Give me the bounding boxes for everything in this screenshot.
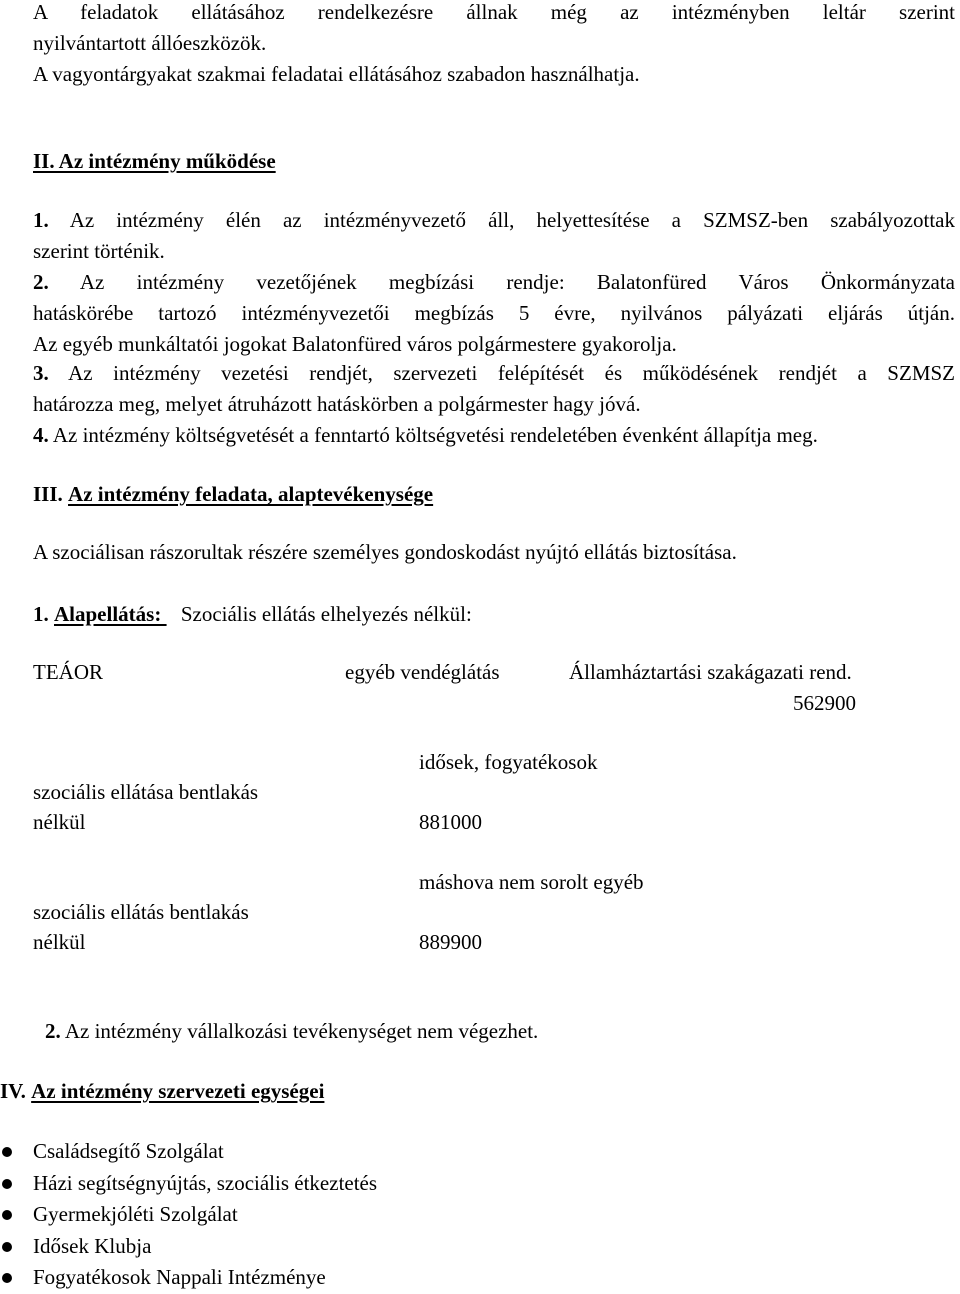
section-2-item-3 bbox=[33, 358, 955, 420]
section-4-heading bbox=[0, 1076, 324, 1107]
section-4-title: Az intézmény szervezeti egységei bbox=[31, 1079, 325, 1103]
intro-line-1: A feladatok ellátásához rendelkezésre állnak még az intézményben leltár szerint bbox=[33, 0, 955, 24]
item-3-number: 3. bbox=[33, 361, 49, 385]
row-2-desc: máshova nem sorolt egyéb bbox=[419, 870, 644, 894]
egyeb-vendeglatas: egyéb vendéglátás bbox=[345, 660, 500, 684]
item-1-number: 1. bbox=[33, 208, 49, 232]
item-1-line-2: szerint történik. bbox=[33, 239, 165, 263]
bullet-icon bbox=[2, 1242, 12, 1252]
item-2-line-2: hatáskörébe tartozó intézményvezetői megbízás 5 évre, nyilvános pályázati eljárás útján. bbox=[33, 301, 955, 325]
section-3-title: Az intézmény feladata, alaptevékenysége bbox=[68, 482, 434, 506]
sub-1-label: Alapellátás: bbox=[54, 602, 167, 626]
bullet-icon bbox=[2, 1179, 12, 1189]
section-4-roman: IV. bbox=[0, 1079, 26, 1103]
list-item bbox=[0, 1168, 377, 1200]
item-4-line-1: Az intézmény költségvetését a fenntartó költségvetési rendeletében évenként állapítja meg. bbox=[52, 423, 818, 447]
row-2-left-1: szociális ellátás bentlakás bbox=[33, 900, 249, 924]
section-3-sub-2 bbox=[45, 1016, 538, 1047]
section-2-item-2 bbox=[33, 267, 955, 360]
bullet-icon bbox=[2, 1147, 12, 1157]
units-list bbox=[0, 1136, 377, 1294]
intro-paragraph bbox=[33, 0, 955, 90]
allamhaztartasi-code: 562900 bbox=[793, 691, 856, 715]
unit-label: Idősek Klubja bbox=[33, 1233, 152, 1258]
section-3-heading bbox=[33, 479, 433, 510]
unit-label: Házi segítségnyújtás, szociális étkeztetés bbox=[33, 1170, 378, 1195]
sub-2-number: 2. bbox=[45, 1019, 61, 1043]
section-3-sub-1 bbox=[33, 599, 472, 630]
row-1-code: 881000 bbox=[419, 810, 482, 834]
row-1-left-2: nélkül bbox=[33, 810, 86, 834]
section-2-item-1 bbox=[33, 205, 955, 267]
list-item bbox=[0, 1199, 377, 1231]
section-3-summary: A szociálisan rászorultak részére személyes gondoskodást nyújtó ellátás biztosítása. bbox=[33, 540, 737, 564]
intro-line-2: nyilvántartott állóeszközök. bbox=[33, 31, 267, 55]
list-item bbox=[0, 1136, 377, 1168]
section-3-roman: III. bbox=[33, 482, 63, 506]
unit-label: Fogyatékosok Nappali Intézménye bbox=[33, 1265, 326, 1289]
allamhaztartasi-label: Államháztartási szakágazati rend. bbox=[569, 660, 852, 684]
bullet-icon bbox=[2, 1273, 12, 1283]
list-item bbox=[0, 1231, 377, 1263]
row-1-desc: idősek, fogyatékosok bbox=[419, 750, 598, 774]
row-2-left-2: nélkül bbox=[33, 930, 86, 954]
sub-2-text: Az intézmény vállalkozási tevékenységet nem végezhet. bbox=[64, 1019, 539, 1043]
item-3-line-2: határozza meg, melyet átruházott hatáskörben a polgármester hagy jóvá. bbox=[33, 392, 641, 416]
item-1-line-1: Az intézmény élén az intézményvezető áll, helyettesítése a SZMSZ-ben szabályozottak bbox=[69, 208, 955, 232]
item-2-line-3: Az egyéb munkáltatói jogokat Balatonfüred város polgármestere gyakorolja. bbox=[33, 332, 677, 356]
section-2-heading bbox=[33, 146, 276, 177]
row-2-code: 889900 bbox=[419, 930, 482, 954]
unit-label: Gyermekjóléti Szolgálat bbox=[33, 1202, 238, 1226]
row-1-left-1: szociális ellátása bentlakás bbox=[33, 780, 259, 804]
sub-1-text: Szociális ellátás elhelyezés nélkül: bbox=[180, 602, 472, 626]
unit-label: Családsegítő Szolgálat bbox=[33, 1139, 224, 1163]
item-2-line-1: Az intézmény vezetőjének megbízási rendje: Balatonfüred Város Önkormányzata bbox=[79, 270, 955, 294]
section-2-heading-text: II. Az intézmény működése bbox=[33, 149, 276, 173]
section-2-item-4 bbox=[33, 420, 818, 451]
item-3-line-1: Az intézmény vezetési rendjét, szervezeti felépítését és működésének rendjét a SZMSZ bbox=[68, 361, 955, 385]
item-2-number: 2. bbox=[33, 270, 49, 294]
list-item bbox=[0, 1262, 377, 1294]
sub-1-number: 1. bbox=[33, 602, 49, 626]
bullet-icon bbox=[2, 1210, 12, 1220]
item-4-number: 4. bbox=[33, 423, 49, 447]
teaor-label: TEÁOR bbox=[33, 660, 103, 684]
intro-line-3: A vagyontárgyakat szakmai feladatai ellátásához szabadon használhatja. bbox=[33, 62, 640, 86]
